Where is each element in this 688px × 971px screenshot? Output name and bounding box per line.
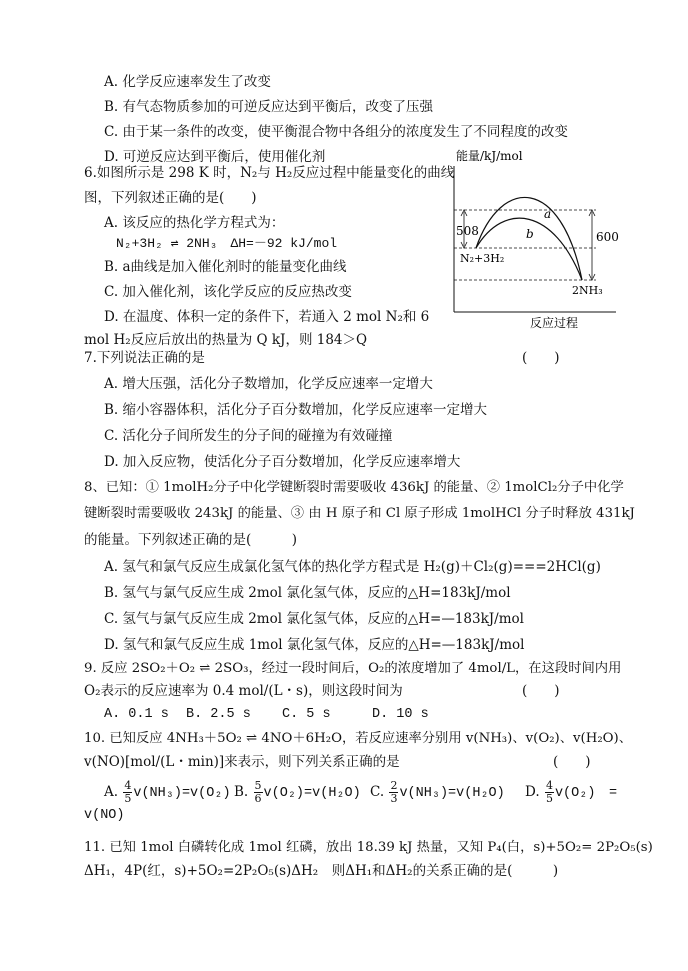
q10-option-c <box>370 780 505 805</box>
q10-option-d-fraction <box>545 780 554 805</box>
q10-option-a-label: A. <box>104 784 119 800</box>
q10-option-a-text: v(NH₃)=v(O₂) <box>133 786 231 801</box>
q6-option-d-line1: D. 在温度、体积一定的条件下，若通入 2 mol N₂和 6 <box>104 309 430 325</box>
frac-numerator: 2 <box>390 779 398 792</box>
q8-stem-line3: 的能量。下列叙述正确的是( ) <box>84 532 298 548</box>
energy-diagram <box>446 146 622 336</box>
q10-option-d <box>525 780 617 805</box>
q9-answer-paren: ( ) <box>522 683 560 699</box>
y-axis-label: 能量/kJ/mol <box>456 149 523 163</box>
q5-option-b: B. 有气态物质参加的可逆反应达到平衡后，改变了压强 <box>104 99 434 115</box>
q7-option-b: B. 缩小容器体积，活化分子百分数增加，化学反应速率一定增大 <box>104 402 488 418</box>
q6-option-c: C. 加入催化剂，该化学反应的反应热改变 <box>104 284 352 300</box>
q11-stem-line2: ΔH₁，4P(红，s)+5O₂=2P₂O₅(s)ΔH₂ 则ΔH₁和ΔH₂的关系正确的是( ) <box>84 863 559 879</box>
frac-denominator: 3 <box>390 792 398 805</box>
frac-denominator: 6 <box>254 792 262 805</box>
q9-option-a: A. 0.1 s <box>104 707 169 722</box>
q10-answer-paren: ( ) <box>553 754 591 770</box>
q10-stem-line2: v(NO)[mol/(L・min)]来表示，则下列关系正确的是 <box>84 754 400 770</box>
curve-a-label: a <box>544 207 552 221</box>
x-axis-label: 反应过程 <box>530 316 579 330</box>
q10-option-d-continuation: v(NO) <box>84 808 125 823</box>
q7-option-a: A. 增大压强，活化分子数增加，化学反应速率一定增大 <box>104 376 433 392</box>
energy-label-600: 600 <box>596 230 619 244</box>
q7-option-c: C. 活化分子间所发生的分子间的碰撞为有效碰撞 <box>104 428 393 444</box>
frac-denominator: 5 <box>124 792 132 805</box>
q10-option-c-fraction <box>389 780 398 805</box>
curve-b-label: b <box>526 227 534 241</box>
frac-numerator: 5 <box>254 779 262 792</box>
q10-option-a <box>104 780 231 805</box>
q8-option-a: A. 氢气和氯气反应生成氯化氢气体的热化学方程式是 H₂(g)＋Cl₂(g)===2HCl(g) <box>104 559 601 575</box>
q10-option-d-text: v(O₂) = <box>554 786 618 801</box>
q6-option-b: B. a曲线是加入催化剂时的能量变化曲线 <box>104 259 347 275</box>
q8-stem-line2: 键断裂时需要吸收 243kJ 的能量、③ 由 H 原子和 Cl 原子形成 1molHCl 分子时释放 431kJ <box>84 506 635 521</box>
q9-option-c: C. 5 s <box>282 707 331 722</box>
q10-option-b-label: B. <box>234 784 249 800</box>
q5-option-c: C. 由于某一条件的改变，使平衡混合物中各组分的浓度发生了不同程度的改变 <box>104 124 568 140</box>
q10-option-d-label: D. <box>525 784 540 800</box>
q8-option-b: B. 氢气与氯气反应生成 2mol 氯化氢气体，反应的△H=183kJ/mol <box>104 585 511 601</box>
q6-stem-line2: 图，下列叙述正确的是( ) <box>84 190 257 206</box>
q5-option-a: A. 化学反应速率发生了改变 <box>104 74 271 90</box>
frac-denominator: 5 <box>545 792 553 805</box>
q6-stem-line1: 6.如图所示是 298 K 时，N₂与 H₂反应过程中能量变化的曲线 <box>84 165 455 181</box>
q9-stem-line1: 9. 反应 2SO₂＋O₂ ⇌ 2SO₃，经过一段时间后，O₂的浓度增加了 4mol/L，在这段时间内用 <box>84 661 622 676</box>
q10-stem-line1: 10. 已知反应 4NH₃＋5O₂ ⇌ 4NO＋6H₂O，若反应速率分别用 v(NH₃)、v(O₂)、v(H₂O)、 <box>84 731 633 746</box>
q10-option-c-label: C. <box>370 784 385 800</box>
q10-option-b <box>234 780 361 805</box>
product-label: 2NH₃ <box>572 284 603 297</box>
q6-option-d-line2: mol H₂反应后放出的热量为 Q kJ，则 184＞Q <box>84 332 368 348</box>
q8-option-c: C. 氢气与氯气反应生成 2mol 氯化氢气体，反应的△H=—183kJ/mol <box>104 611 524 627</box>
q6-option-a: A. 该反应的热化学方程式为： <box>104 215 285 231</box>
reactant-label: N₂+3H₂ <box>460 252 505 265</box>
frac-numerator: 4 <box>545 779 553 792</box>
q9-stem-line2: O₂表示的反应速率为 0.4 mol/(L・s)，则这段时间为 <box>84 683 403 699</box>
q8-option-d: D. 氢气和氯气反应生成 1mol 氯化氢气体，反应的△H=—183kJ/mol <box>104 637 525 653</box>
q10-option-b-text: v(O₂)=v(H₂O) <box>263 786 361 801</box>
q7-answer-paren: ( ) <box>522 350 560 366</box>
q7-option-d: D. 加入反应物，使活化分子百分数增加，化学反应速率增大 <box>104 454 461 470</box>
q11-stem-line1: 11. 已知 1mol 白磷转化成 1mol 红磷，放出 18.39 kJ 热量，又知 P₄(白，s)+5O₂= 2P₂O₅(s) <box>84 840 653 855</box>
q9-option-b: B. 2.5 s <box>186 707 251 722</box>
q8-stem-line1: 8、已知：① 1molH₂分子中化学键断裂时需要吸收 436kJ 的能量、② 1molCl₂分子中化学 <box>84 480 624 495</box>
q10-option-c-text: v(NH₃)=v(H₂O) <box>399 786 505 801</box>
q7-stem: 7.下列说法正确的是 <box>84 350 205 366</box>
q10-option-a-fraction <box>123 780 132 805</box>
q6-equation: N₂+3H₂ ⇌ 2NH₃ ΔH=－92 kJ/mol <box>116 236 338 251</box>
q9-option-d: D. 10 s <box>372 707 429 722</box>
frac-numerator: 4 <box>124 779 132 792</box>
energy-label-508: 508 <box>456 224 479 238</box>
q10-option-b-fraction <box>254 780 263 805</box>
q5-option-d: D. 可逆反应达到平衡后，使用催化剂 <box>104 149 326 165</box>
